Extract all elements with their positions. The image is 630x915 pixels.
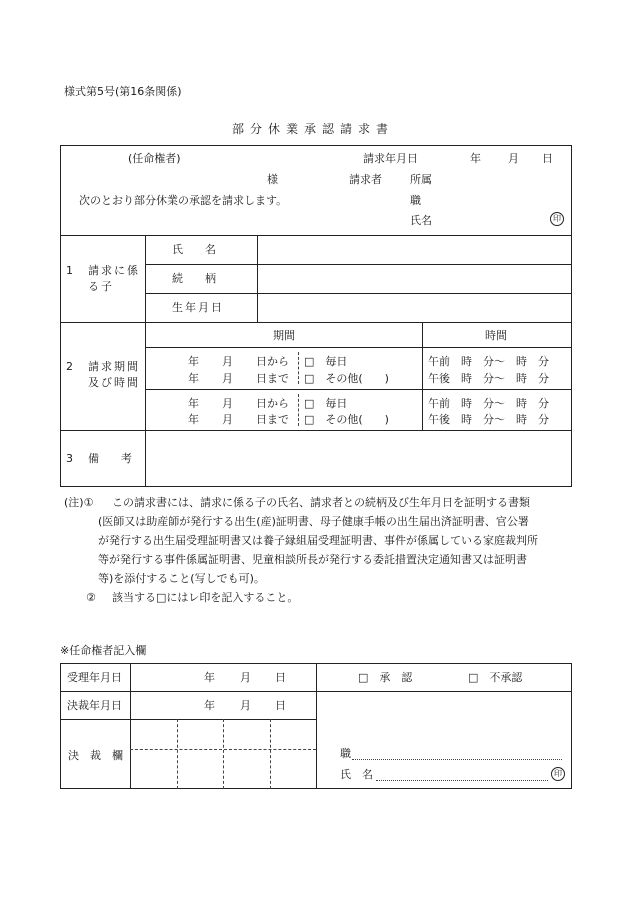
- requester-label: 請求者: [349, 173, 382, 186]
- period1-to-day[interactable]: 日まで: [256, 372, 289, 385]
- request-date-day[interactable]: 日: [542, 152, 553, 165]
- section3-label: 備 考: [88, 452, 132, 465]
- official-name-line[interactable]: [376, 780, 548, 781]
- note1-line2: (医師又は助産師が発行する出生(産)証明書、母子健康手帳の出生届出済証明書、官公署: [98, 515, 529, 528]
- official-position-line[interactable]: [352, 759, 562, 760]
- appointer-label: (任命権者): [128, 152, 181, 165]
- note1-line4: 等が発行する事件係属証明書、児童相談所長が発行する委託措置決定通知書又は証明書: [98, 553, 527, 566]
- period1-from-year[interactable]: 年: [188, 355, 199, 368]
- period2-from-month[interactable]: 月: [222, 397, 233, 410]
- child-name-label: 氏 名: [172, 243, 216, 256]
- child-relationship-field[interactable]: [262, 269, 567, 289]
- period1-am-time[interactable]: 午前 時 分～ 時 分: [428, 355, 549, 368]
- decided-date-label: 決裁年月日: [67, 699, 122, 712]
- note-prefix: (注)①: [64, 496, 94, 509]
- period1-pm-time[interactable]: 午後 時 分～ 時 分: [428, 372, 549, 385]
- received-year[interactable]: 年: [204, 671, 215, 684]
- request-date-year[interactable]: 年: [470, 152, 481, 165]
- period1-to-year[interactable]: 年: [188, 372, 199, 385]
- disapprove-checkbox[interactable]: □ 不承認: [468, 671, 523, 684]
- request-statement: 次のとおり部分休業の承認を請求します。: [79, 194, 288, 207]
- request-date-month[interactable]: 月: [508, 152, 519, 165]
- note2-text: 該当する□にはレ印を記入すること。: [112, 591, 299, 604]
- form-number: 様式第5号(第16条関係): [64, 85, 182, 98]
- decision-column-label: 決 裁 欄: [68, 749, 123, 762]
- section3-number: 3: [66, 452, 73, 465]
- period2-to-year[interactable]: 年: [188, 413, 199, 426]
- department-label: 所属: [410, 173, 432, 186]
- approve-checkbox[interactable]: □ 承 認: [358, 671, 413, 684]
- section1-label-line1: 請求に係: [88, 264, 140, 277]
- child-birthdate-label: 生年月日: [172, 301, 224, 314]
- period1-from-day[interactable]: 日から: [256, 355, 289, 368]
- period2-from-year[interactable]: 年: [188, 397, 199, 410]
- decided-year[interactable]: 年: [204, 699, 215, 712]
- note1-line3: が発行する出生届受理証明書又は養子縁組届受理証明書、事件が係属している家庭裁判所: [98, 534, 538, 547]
- note1-line1: この請求書には、請求に係る子の氏名、請求者との続柄及び生年月日を証明する書類: [112, 496, 530, 509]
- period2-other-checkbox[interactable]: □ その他( ): [304, 413, 389, 426]
- note1-line5: 等)を添付すること(写しでも可)。: [98, 572, 265, 585]
- section2-label-line1: 請求期間: [88, 360, 140, 373]
- period2-to-day[interactable]: 日まで: [256, 413, 289, 426]
- period2-from-day[interactable]: 日から: [256, 397, 289, 410]
- received-month[interactable]: 月: [240, 671, 251, 684]
- sama-label: 様: [267, 173, 278, 186]
- decided-month[interactable]: 月: [240, 699, 251, 712]
- child-relationship-label: 続 柄: [172, 272, 216, 285]
- section2-label-line2: 及び時間: [88, 376, 140, 389]
- official-heading: ※任命権者記入欄: [60, 644, 147, 657]
- note2-mark: ②: [86, 591, 96, 604]
- decision-stamp-area[interactable]: [134, 723, 310, 785]
- section1-label-line2: る子: [88, 280, 114, 293]
- period2-pm-time[interactable]: 午後 時 分～ 時 分: [428, 413, 549, 426]
- seal-icon: 印: [550, 212, 564, 226]
- section2-number: 2: [66, 360, 73, 373]
- period1-to-month[interactable]: 月: [222, 372, 233, 385]
- period2-am-time[interactable]: 午前 時 分～ 時 分: [428, 397, 549, 410]
- received-date-label: 受理年月日: [67, 671, 122, 684]
- decided-day[interactable]: 日: [275, 699, 286, 712]
- received-day[interactable]: 日: [275, 671, 286, 684]
- child-name-field[interactable]: [262, 240, 567, 260]
- remarks-field[interactable]: [150, 436, 567, 481]
- period1-daily-checkbox[interactable]: □ 毎日: [304, 355, 348, 368]
- child-birthdate-field[interactable]: [262, 298, 567, 318]
- period1-from-month[interactable]: 月: [222, 355, 233, 368]
- official-name-label: 氏 名: [340, 768, 373, 781]
- official-position-label: 職: [340, 747, 351, 760]
- request-date-label: 請求年月日: [363, 152, 418, 165]
- period2-daily-checkbox[interactable]: □ 毎日: [304, 397, 348, 410]
- position-label: 職: [410, 194, 421, 207]
- section1-number: 1: [66, 264, 73, 277]
- period1-other-checkbox[interactable]: □ その他( ): [304, 372, 389, 385]
- period2-to-month[interactable]: 月: [222, 413, 233, 426]
- time-header: 時間: [485, 329, 507, 342]
- official-seal-icon: 印: [551, 767, 565, 781]
- name-label: 氏名: [410, 214, 432, 227]
- page-title: 部分休業承認請求書: [232, 122, 395, 136]
- period-header: 期間: [273, 329, 295, 342]
